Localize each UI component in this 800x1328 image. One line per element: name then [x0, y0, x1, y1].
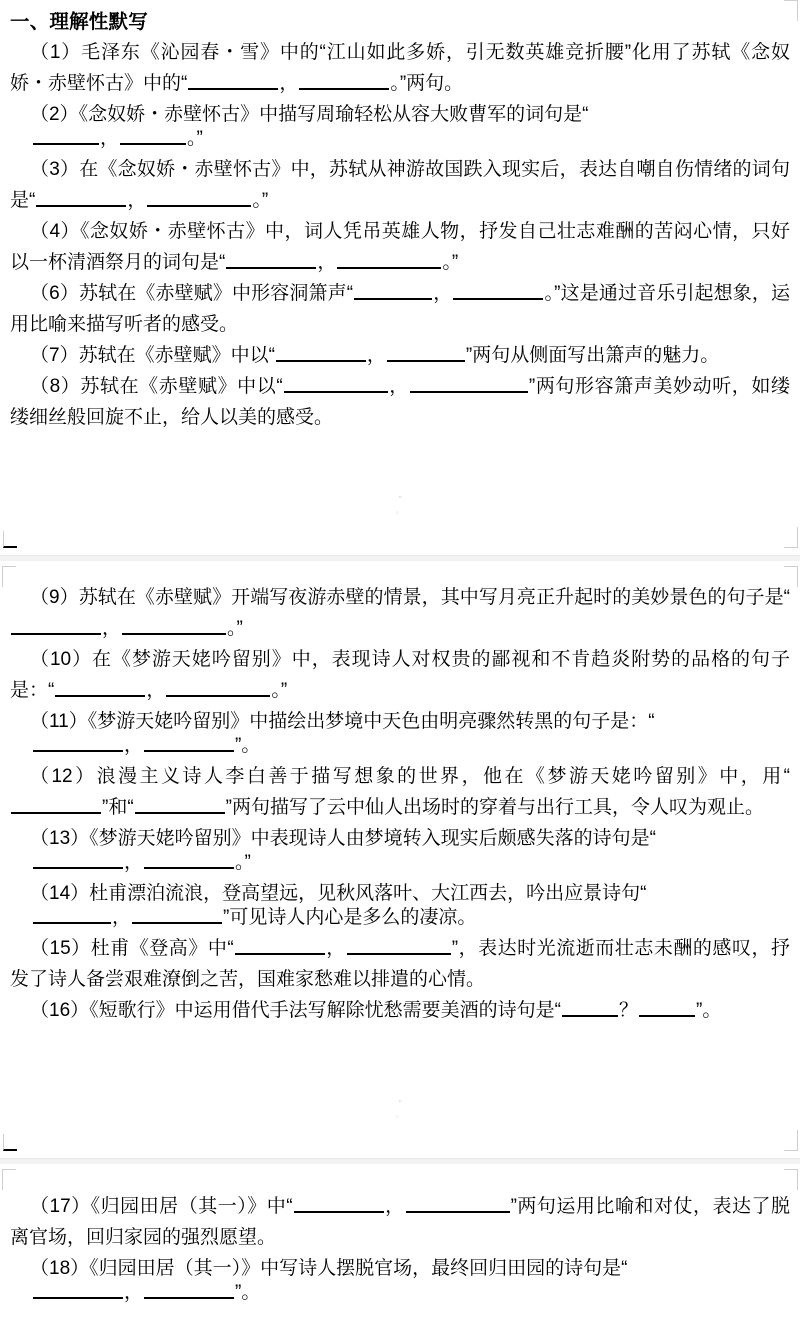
- question-text-part: 。”: [187, 128, 203, 149]
- question-number: （4）: [30, 221, 80, 242]
- answer-blank[interactable]: [284, 374, 388, 393]
- answer-blank[interactable]: [276, 343, 366, 362]
- answer-blank[interactable]: [188, 71, 278, 90]
- question-number: （16）: [30, 1000, 90, 1021]
- question-text-part: 。”: [442, 252, 459, 273]
- question-text-part: 。”: [271, 680, 288, 701]
- question-text-part: ，: [325, 938, 346, 959]
- artifact-glyph-bottom: 。: [395, 1109, 405, 1119]
- question-text-part: 《念奴娇・赤壁怀古》中描写周瑜轻松从容大败曹军的词句是“: [78, 104, 589, 125]
- question-text-part: ，: [100, 128, 120, 149]
- question-text-part: 杜甫漂泊流浪，登高望远，见秋风落叶、大江西去，吟出应景诗句“: [89, 883, 647, 904]
- question-text-part: 《归园田居（其一）》中“: [90, 1196, 293, 1217]
- question-item-3: [10, 154, 790, 216]
- question-text-part: 杜甫《登高》中“: [90, 938, 234, 959]
- question-text-part: ”两句运用比喻和对仗，表达了脱离官场，回归家园的强烈愿望。: [10, 1196, 790, 1248]
- question-text-part: ”和“: [102, 797, 134, 818]
- answer-blank[interactable]: [235, 936, 325, 955]
- question-text-part: ”两句从侧面写出箫声的魅力。: [465, 345, 720, 366]
- answer-blank[interactable]: [406, 1194, 510, 1213]
- page-corner-mark-bottom-right: [784, 1130, 798, 1151]
- answer-blank[interactable]: [36, 188, 126, 207]
- question-text-part: 。”两句。: [390, 73, 464, 94]
- page-2-content: [0, 566, 800, 1026]
- question-text-part: ”。: [235, 1282, 261, 1303]
- answer-blank[interactable]: [55, 678, 145, 697]
- question-text-part: 毛泽东《沁园春・雪》中的“江山如此多娇，引无数英雄竞折腰”化用了苏轼《念奴娇・赤壁怀古》中的“: [10, 42, 790, 94]
- question-text-part: ？: [618, 1000, 638, 1021]
- answer-blank[interactable]: [387, 343, 465, 362]
- answer-blank[interactable]: [147, 188, 251, 207]
- answer-blank[interactable]: [639, 998, 695, 1017]
- question-text-part: 苏轼在《赤壁赋》中以“: [80, 376, 283, 397]
- question-number: （1）: [30, 42, 82, 63]
- question-text-part: 。”: [235, 852, 251, 873]
- answer-blank[interactable]: [226, 250, 316, 269]
- question-item-15: [10, 933, 790, 995]
- question-text-part: ，: [317, 252, 337, 273]
- question-text-part: ，: [124, 1282, 144, 1303]
- question-number: （13）: [30, 828, 90, 849]
- question-text-part: 在《念奴娇・赤壁怀古》中，苏轼从神游故国跌入现实后，表达自嘲自伤情绪的词句是“: [10, 159, 790, 211]
- question-text-part: ，: [102, 618, 122, 639]
- document-page-2: [0, 566, 800, 1151]
- question-text-part: ”两句形容箫声美妙动听，如缕缕细丝般回旋不止，给人以美的感受。: [10, 376, 790, 428]
- answer-blank[interactable]: [33, 126, 99, 145]
- answer-blank[interactable]: [122, 616, 226, 635]
- answer-blank[interactable]: [562, 998, 618, 1017]
- question-number: （18）: [30, 1258, 90, 1279]
- page-1-content: [0, 0, 800, 433]
- question-text-part: ，: [433, 283, 453, 304]
- question-number: （7）: [30, 345, 79, 366]
- question-item-12: [10, 761, 790, 823]
- question-number: （10）: [30, 649, 93, 670]
- page-3-content: [0, 1169, 800, 1308]
- page-separator-band: [0, 1158, 800, 1164]
- question-item-2: [10, 99, 790, 154]
- question-text-part: ，: [146, 680, 166, 701]
- answer-blank[interactable]: [410, 374, 528, 393]
- answer-blank[interactable]: [33, 1280, 123, 1299]
- question-item-4: [10, 216, 790, 278]
- answer-blank[interactable]: [354, 281, 432, 300]
- question-text-part: 《梦游天姥吟留别》中描绘出梦境中天色由明亮骤然转黑的句子是：“: [87, 711, 655, 732]
- question-text-part: ，: [112, 907, 132, 928]
- page-footer-artifact: [395, 1100, 404, 1119]
- question-text-part: ，: [366, 345, 386, 366]
- question-text-part: 。”: [252, 190, 269, 211]
- document-page-1: [0, 0, 800, 548]
- question-item-1: [10, 37, 790, 99]
- page-heading: 一、理解性默写: [10, 11, 148, 33]
- answer-blank[interactable]: [11, 616, 101, 635]
- answer-blank[interactable]: [33, 905, 111, 924]
- question-text-part: 。”这是通过音乐引起想象，运用比喻来描写听者的感受。: [10, 283, 791, 335]
- question-blank-line: [10, 123, 790, 154]
- question-number: （6）: [30, 283, 79, 304]
- answer-blank[interactable]: [120, 126, 186, 145]
- question-text-part: ”。: [235, 735, 261, 756]
- answer-blank[interactable]: [347, 936, 451, 955]
- question-item-16: [10, 995, 790, 1026]
- artifact-glyph-top: ”: [398, 1099, 402, 1110]
- answer-blank[interactable]: [11, 795, 101, 814]
- question-text-part: ”。: [696, 1000, 722, 1021]
- question-number: （14）: [30, 883, 90, 904]
- answer-blank[interactable]: [33, 733, 123, 752]
- question-text-part: ，: [279, 73, 299, 94]
- question-text-part: 苏轼在《赤壁赋》中以“: [78, 345, 275, 366]
- question-text-part: 苏轼在《赤壁赋》中形容洞箫声“: [78, 283, 354, 304]
- question-number: （8）: [30, 376, 81, 397]
- question-item-18: [10, 1253, 790, 1308]
- question-text-part: ，: [384, 1196, 405, 1217]
- question-item-14: [10, 878, 790, 933]
- question-text-part: 《梦游天姥吟留别》中表现诗人由梦境转入现实后颇感失落的诗句是“: [89, 828, 656, 849]
- answer-blank[interactable]: [166, 678, 270, 697]
- answer-blank[interactable]: [144, 733, 234, 752]
- answer-blank[interactable]: [144, 850, 234, 869]
- question-number: （12）: [30, 766, 97, 787]
- question-text-part: ，: [388, 376, 409, 397]
- artifact-glyph-top: ”: [398, 495, 402, 506]
- question-item-7: [10, 340, 790, 371]
- page-separator-2: [0, 1151, 800, 1169]
- question-text-part: ”，表达时光流逝而壮志未酬的感叹，抒发了诗人备尝艰难潦倒之苦，国难家愁难以排遣的心情。: [10, 938, 790, 990]
- answer-blank[interactable]: [144, 1280, 234, 1299]
- page-separator-band: [0, 555, 800, 561]
- question-item-8: [10, 371, 790, 433]
- answer-blank[interactable]: [337, 250, 441, 269]
- question-item-9: [10, 582, 790, 644]
- question-number: （15）: [30, 938, 91, 959]
- document-page-3: [0, 1169, 800, 1328]
- page-corner-mark-bottom-left: [3, 1134, 17, 1151]
- artifact-glyph-bottom: 。: [395, 505, 405, 515]
- question-item-6: [10, 278, 790, 340]
- page-corner-mark-bottom-left: [3, 531, 17, 548]
- question-text-part: ”两句描写了云中仙人出场时的穿着与出行工具，令人叹为观止。: [225, 797, 764, 818]
- question-text-part: 《念奴娇・赤壁怀古》中，词人凭吊英雄人物，抒发自己壮志难酬的苦闷心情，只好以一杯清酒祭月的词句是“: [10, 221, 790, 273]
- question-item-11: [10, 706, 790, 761]
- question-number: （17）: [30, 1196, 91, 1217]
- question-blank-line: [10, 847, 790, 878]
- page-corner-mark-bottom-right: [784, 527, 798, 548]
- question-text-part: 。”: [227, 618, 243, 639]
- question-text-part: 浪漫主义诗人李白善于描写想象的世界，他在《梦游天姥吟留别》中，用“: [96, 766, 790, 787]
- question-text-part: 苏轼在《赤壁赋》开端写夜游赤壁的情景，其中写月亮正升起时的美妙景色的句子是“: [78, 587, 790, 608]
- question-item-17: [10, 1191, 790, 1253]
- question-blank-line: [10, 902, 790, 933]
- page-footer-artifact: [395, 496, 404, 515]
- question-blank-line: [10, 730, 790, 761]
- answer-blank[interactable]: [33, 850, 123, 869]
- question-text-part: ，: [124, 852, 144, 873]
- question-text-part: 《归园田居（其一）》中写诗人摆脱官场，最终回归田园的诗句是“: [89, 1258, 628, 1279]
- question-item-13: [10, 823, 790, 878]
- question-text-part: 《短歌行》中运用借代手法写解除忧愁需要美酒的诗句是“: [89, 1000, 561, 1021]
- question-number: （11）: [30, 711, 88, 732]
- question-item-10: [10, 644, 790, 706]
- question-text-part: ”可见诗人内心是多么的凄凉。: [223, 907, 477, 928]
- answer-blank[interactable]: [135, 795, 225, 814]
- question-number: （9）: [30, 587, 79, 608]
- question-text-part: ，: [127, 190, 147, 211]
- answer-blank[interactable]: [132, 905, 222, 924]
- question-number: （2）: [30, 104, 79, 125]
- page-separator-1: [0, 548, 800, 566]
- answer-blank[interactable]: [294, 1194, 384, 1213]
- question-blank-line: [10, 1277, 790, 1308]
- question-number: （3）: [30, 159, 80, 180]
- question-text-part: ，: [124, 735, 144, 756]
- answer-blank[interactable]: [299, 71, 389, 90]
- answer-blank[interactable]: [453, 281, 543, 300]
- question-text-part: 在《梦游天姥吟留别》中，表现诗人对权贵的鄙视和不肯趋炎附势的品格的句子是：“: [10, 649, 790, 701]
